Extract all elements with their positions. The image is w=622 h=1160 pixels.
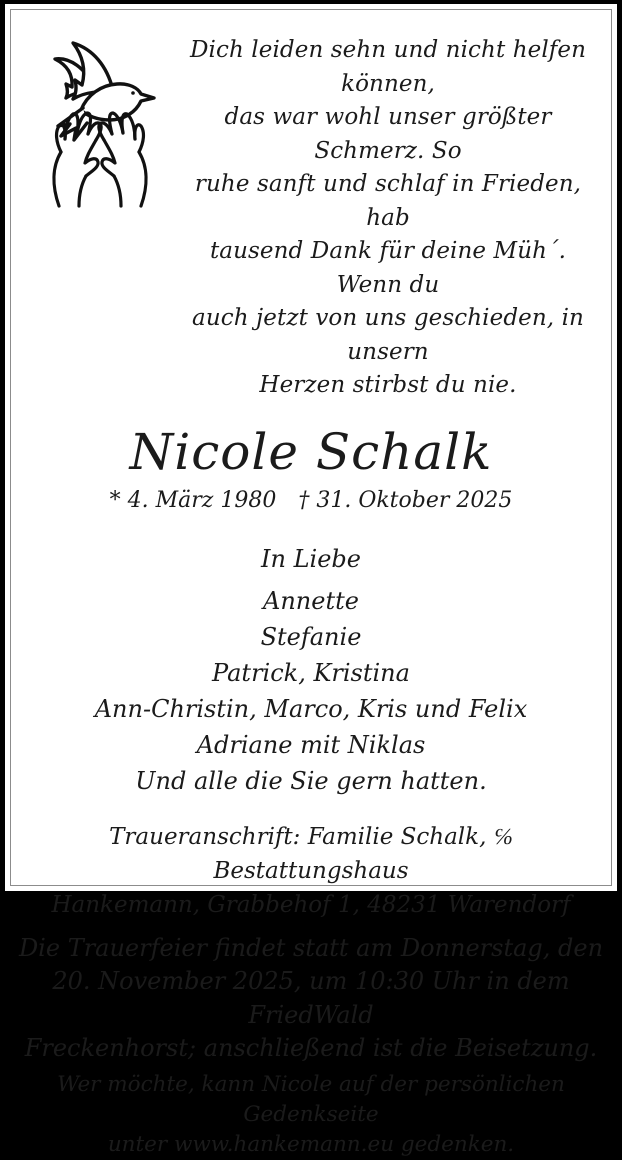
- mourner-line: Und alle die Sie gern hatten.: [135, 766, 487, 795]
- memorial-line: Wer möchte, kann Nicole auf der persönlichen Gedenkseite: [57, 1071, 565, 1127]
- memorial-verse: [175, 32, 601, 403]
- deceased-name: Nicole Schalk: [129, 422, 493, 481]
- mourner-line: Ann-Christin, Marco, Kris und Felix: [94, 694, 528, 723]
- address-line: Hankemann, Grabbehof 1, 48231 Warendorf: [51, 891, 571, 918]
- verse-line: Herzen stirbst du nie.: [259, 372, 517, 398]
- dove-hands-icon: [25, 36, 175, 208]
- death-date: † 31. Oktober 2025: [298, 487, 513, 513]
- mourner-line: Adriane mit Niklas: [196, 730, 426, 759]
- verse-line: tausend Dank für deine Müh´. Wenn du: [209, 238, 567, 298]
- service-line: Freckenhorst; anschließend ist die Beisetzung.: [24, 1034, 598, 1062]
- memorial-line: unter www.hankemann.eu gedenken.: [107, 1131, 515, 1157]
- verse-line: ruhe sanft und schlaf in Frieden, hab: [194, 171, 582, 231]
- notice-header: [11, 32, 611, 403]
- birth-date: * 4. März 1980: [109, 487, 277, 513]
- condolence-address: [11, 820, 611, 922]
- mourner-line: Patrick, Kristina: [212, 658, 410, 687]
- verse-line: Dich leiden sehn und nicht helfen können,: [189, 37, 587, 97]
- funeral-service-info: [11, 932, 611, 1066]
- life-dates: [11, 486, 611, 516]
- service-line: Die Trauerfeier findet statt am Donnerstag, den: [18, 933, 604, 962]
- verse-line: auch jetzt von uns geschieden, in unsern: [192, 305, 584, 365]
- mourner-line: Annette: [263, 586, 359, 615]
- notice-card: [5, 4, 617, 1157]
- verse-line: das war wohl unser größter Schmerz. So: [224, 104, 552, 164]
- service-line: 20. November 2025, um 10:30 Uhr in dem FriedWald: [52, 967, 570, 1029]
- inner-border-frame: [10, 9, 612, 1157]
- salutation: In Liebe: [261, 544, 361, 573]
- mourner-line: Stefanie: [260, 622, 362, 651]
- address-line: Traueranschrift: Familie Schalk, ℅ Bestattungshaus: [109, 823, 513, 884]
- online-memorial-info: [11, 1070, 611, 1160]
- mourners-list: [11, 583, 611, 799]
